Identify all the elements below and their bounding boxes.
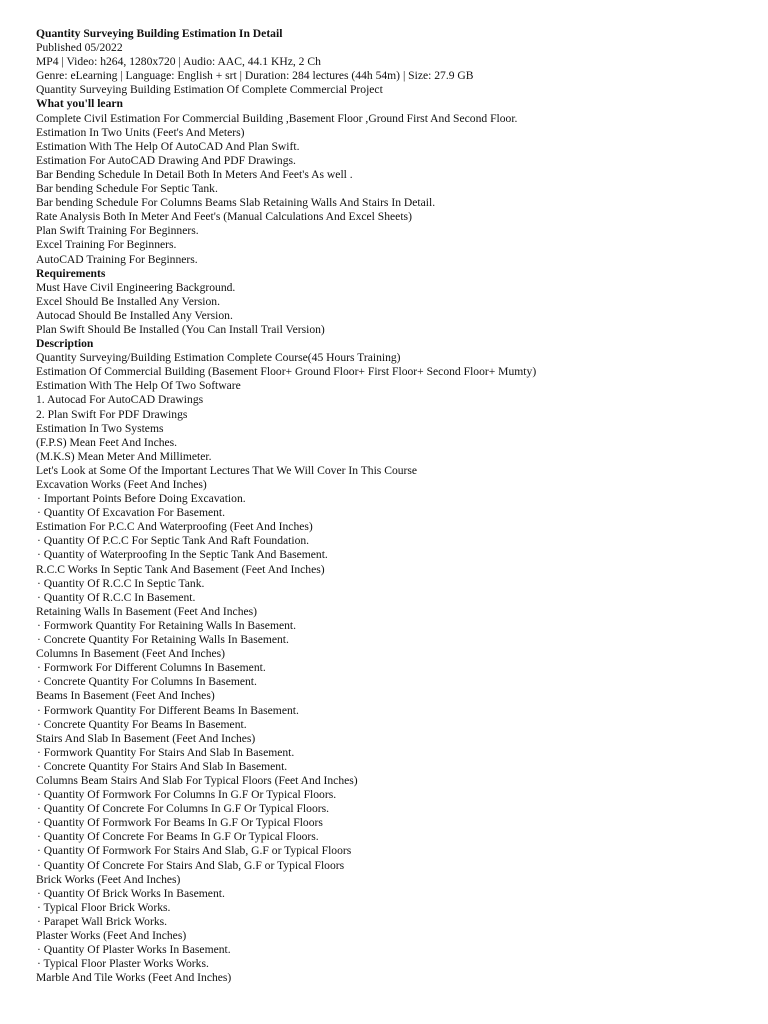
- learn-item: Estimation In Two Units (Feet's And Meters): [36, 125, 245, 139]
- document-subtitle: Quantity Surveying Building Estimation Of Complete Commercial Project: [36, 83, 383, 97]
- description-line: Estimation In Two Systems: [36, 421, 164, 435]
- bullet-item: · Quantity Of Concrete For Stairs And Slab, G.F or Typical Floors: [37, 858, 345, 872]
- learn-item: Bar bending Schedule For Septic Tank.: [36, 182, 218, 196]
- bullet-item: · Quantity Of P.C.C For Septic Tank And Raft Foundation.: [37, 534, 310, 548]
- bullet-item: · Quantity Of Concrete For Columns In G.F Or Typical Floors.: [37, 802, 330, 816]
- learn-item: AutoCAD Training For Beginners.: [36, 252, 198, 266]
- learn-item: Complete Civil Estimation For Commercial Building ,Basement Floor ,Ground First And Second Floor.: [36, 111, 518, 125]
- published-date: Published 05/2022: [36, 41, 123, 55]
- document-title: Quantity Surveying Building Estimation In Detail: [36, 27, 283, 40]
- bullet-item: · Quantity Of Excavation For Basement.: [37, 506, 226, 520]
- section-heading: Excavation Works (Feet And Inches): [36, 478, 207, 491]
- media-info: MP4 | Video: h264, 1280x720 | Audio: AAC, 44.1 KHz, 2 Ch: [36, 55, 321, 69]
- learn-item: Bar Bending Schedule In Detail Both In Meters And Feet's As well .: [36, 167, 353, 181]
- section-heading: Estimation For P.C.C And Waterproofing (Feet And Inches): [36, 520, 313, 534]
- requirement-item: Plan Swift Should Be Installed (You Can Install Trail Version): [36, 322, 325, 336]
- bullet-item: · Parapet Wall Brick Works.: [37, 914, 168, 928]
- section-heading: Plaster Works (Feet And Inches): [36, 929, 187, 942]
- section-heading: Columns Beam Stairs And Slab For Typical Floors (Feet And Inches): [36, 773, 358, 787]
- document-page: [36, 27, 756, 985]
- description-line: Quantity Surveying/Building Estimation Complete Course(45 Hours Training): [36, 351, 401, 365]
- bullet-item: · Quantity Of R.C.C In Septic Tank.: [37, 576, 205, 590]
- learn-item: Estimation For AutoCAD Drawing And PDF Drawings.: [36, 153, 296, 167]
- bullet-item: · Quantity Of Brick Works In Basement.: [37, 886, 225, 900]
- section-heading: Brick Works (Feet And Inches): [36, 872, 181, 886]
- description-line: 1. Autocad For AutoCAD Drawings: [36, 393, 204, 407]
- description-heading: Description: [36, 337, 94, 351]
- learn-item: Rate Analysis Both In Meter And Feet's (Manual Calculations And Excel Sheets): [36, 210, 412, 224]
- bullet-item: · Quantity Of Formwork For Columns In G.F Or Typical Floors.: [37, 788, 337, 802]
- learn-item: Bar bending Schedule For Columns Beams Slab Retaining Walls And Stairs In Detail.: [36, 196, 436, 210]
- bullet-item: · Concrete Quantity For Columns In Basement.: [37, 675, 257, 689]
- bullet-item: · Quantity Of Concrete For Beams In G.F Or Typical Floors.: [37, 830, 319, 844]
- bullet-item: · Concrete Quantity For Retaining Walls In Basement.: [37, 633, 289, 647]
- learn-heading: What you'll learn: [36, 97, 123, 111]
- bullet-item: · Formwork For Different Columns In Basement.: [37, 661, 266, 675]
- bullet-item: · Concrete Quantity For Stairs And Slab In Basement.: [37, 759, 288, 773]
- section-heading: Stairs And Slab In Basement (Feet And Inches): [36, 731, 256, 745]
- description-line: (M.K.S) Mean Meter And Millimeter.: [36, 449, 212, 463]
- genre-info: Genre: eLearning | Language: English + srt | Duration: 284 lectures (44h 54m) | Size: 27.9 GB: [36, 69, 474, 83]
- requirement-item: Excel Should Be Installed Any Version.: [36, 294, 220, 308]
- learn-item: Estimation With The Help Of AutoCAD And Plan Swift.: [36, 139, 300, 153]
- description-line: Estimation With The Help Of Two Software: [36, 379, 241, 393]
- section-heading: Marble And Tile Works (Feet And Inches): [36, 971, 232, 985]
- section-heading: R.C.C Works In Septic Tank And Basement (Feet And Inches): [36, 562, 325, 576]
- description-line: 2. Plan Swift For PDF Drawings: [36, 407, 188, 421]
- description-line: Let's Look at Some Of the Important Lectures That We Will Cover In This Course: [36, 463, 418, 477]
- bullet-item: · Formwork Quantity For Retaining Walls In Basement.: [37, 618, 297, 632]
- bullet-item: · Important Points Before Doing Excavation.: [37, 492, 246, 506]
- bullet-item: · Concrete Quantity For Beams In Basement.: [37, 717, 247, 731]
- bullet-item: · Typical Floor Plaster Works Works.: [37, 957, 209, 971]
- learn-item: Excel Training For Beginners.: [36, 238, 177, 252]
- bullet-item: · Quantity Of Formwork For Beams In G.F Or Typical Floors: [37, 816, 323, 830]
- bullet-item: · Quantity of Waterproofing In the Septic Tank And Basement.: [37, 548, 328, 562]
- section-heading: Retaining Walls In Basement (Feet And Inches): [36, 604, 258, 618]
- description-line: Estimation Of Commercial Building (Basement Floor+ Ground Floor+ First Floor+ Second Floor+ Mumty): [36, 365, 537, 379]
- bullet-item: · Formwork Quantity For Stairs And Slab In Basement.: [37, 745, 295, 759]
- bullet-item: · Formwork Quantity For Different Beams In Basement.: [37, 703, 299, 717]
- bullet-item: · Quantity Of Plaster Works In Basement.: [37, 943, 231, 957]
- learn-item: Plan Swift Training For Beginners.: [36, 224, 199, 238]
- requirement-item: Must Have Civil Engineering Background.: [36, 280, 236, 294]
- bullet-item: · Quantity Of Formwork For Stairs And Slab, G.F or Typical Floors: [37, 844, 352, 858]
- description-line: (F.P.S) Mean Feet And Inches.: [36, 435, 178, 449]
- requirements-heading: Requirements: [36, 266, 106, 280]
- bullet-item: · Quantity Of R.C.C In Basement.: [37, 590, 196, 604]
- section-heading: Beams In Basement (Feet And Inches): [36, 689, 215, 703]
- bullet-item: · Typical Floor Brick Works.: [37, 900, 171, 914]
- section-heading: Columns In Basement (Feet And Inches): [36, 647, 226, 661]
- requirement-item: Autocad Should Be Installed Any Version.: [36, 308, 233, 322]
